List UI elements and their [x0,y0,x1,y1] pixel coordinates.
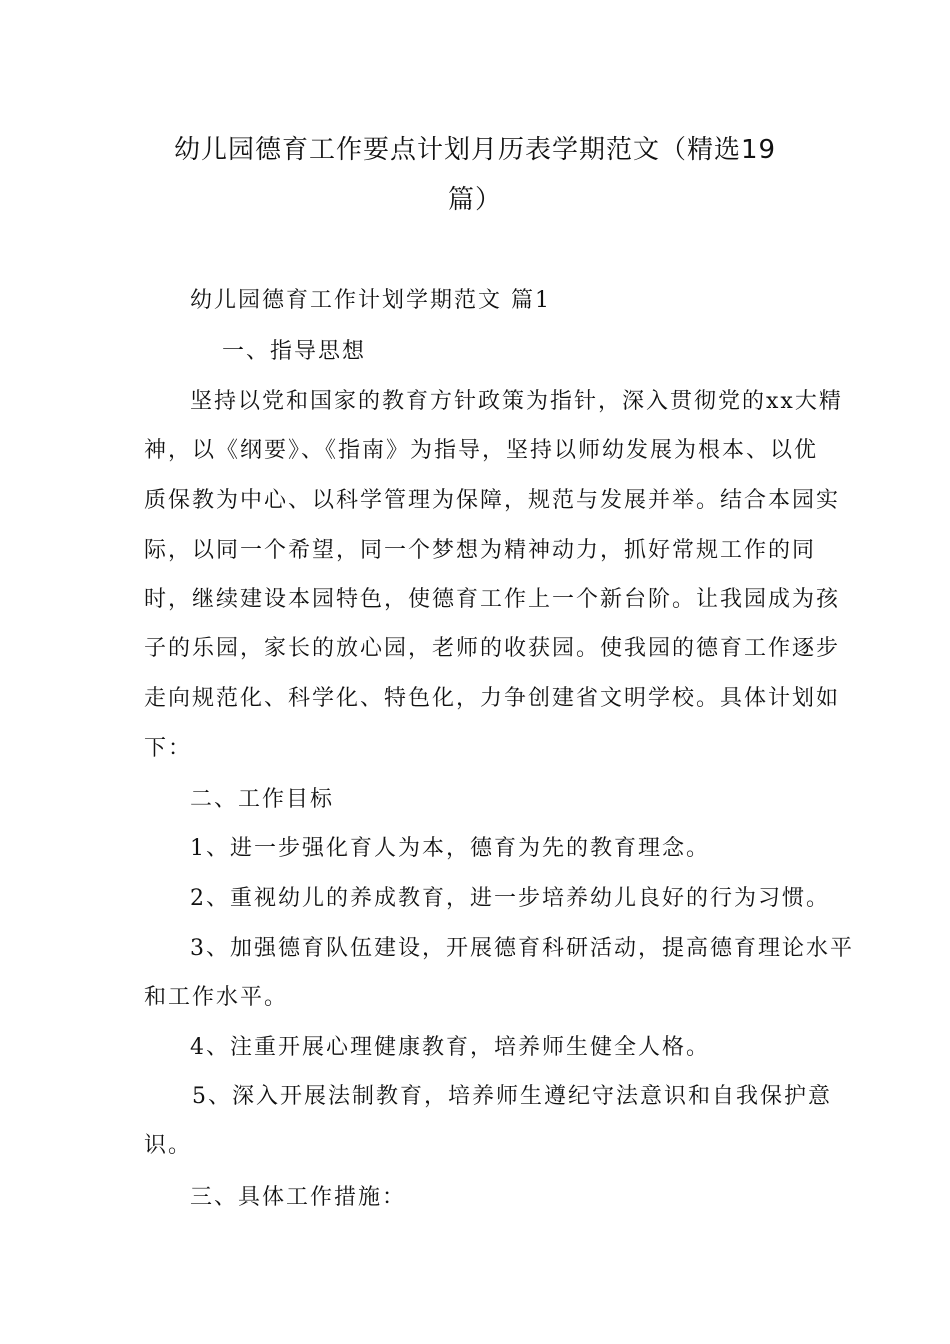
goal-item: 2、重视幼儿的养成教育，进一步培养幼儿良好的行为习惯。 [190,886,830,911]
goal-item: 1、进一步强化育人为本，德育为先的教育理念。 [190,836,710,861]
goal-item: 3、加强德育队伍建设，开展德育科研活动，提高德育理论水平 [190,936,854,961]
goal-item-continued: 识。 [144,1133,193,1158]
document-title-line-2: 篇） [447,185,502,215]
paragraph-line: 子的乐园，家长的放心园，老师的收获园。使我园的德育工作逐步 [144,636,841,661]
heading-work-goals: 二、工作目标 [190,787,335,812]
goal-item-continued: 和工作水平。 [144,985,289,1010]
paragraph-line: 坚持以党和国家的教育方针政策为指针，深入贯彻党的xx大精 [190,389,843,414]
paragraph-line: 质保教为中心、以科学管理为保障，规范与发展并举。结合本园实 [144,488,841,513]
goal-item: 4、注重开展心理健康教育，培养师生健全人格。 [190,1035,710,1060]
document-title-line-1: 幼儿园德育工作要点计划月历表学期范文（精选19 [173,135,777,165]
heading-guiding-ideology: 一、指导思想 [222,339,367,364]
heading-specific-measures: 三、具体工作措施： [190,1185,407,1210]
paragraph-line: 时，继续建设本园特色，使德育工作上一个新台阶。让我园成为孩 [144,587,841,612]
paragraph-line: 走向规范化、科学化、特色化，力争创建省文明学校。具体计划如 [144,686,841,711]
paragraph-line: 神，以《纲要》、《指南》为指导，坚持以师幼发展为根本、以优 [144,438,819,463]
paragraph-line: 下： [144,736,193,761]
paragraph-line: 际，以同一个希望，同一个梦想为精神动力，抓好常规工作的同 [144,538,817,563]
section-heading: 幼儿园德育工作计划学期范文 篇1 [190,288,551,313]
goal-item: 5、深入开展法制教育，培养师生遵纪守法意识和自我保护意 [192,1084,832,1109]
